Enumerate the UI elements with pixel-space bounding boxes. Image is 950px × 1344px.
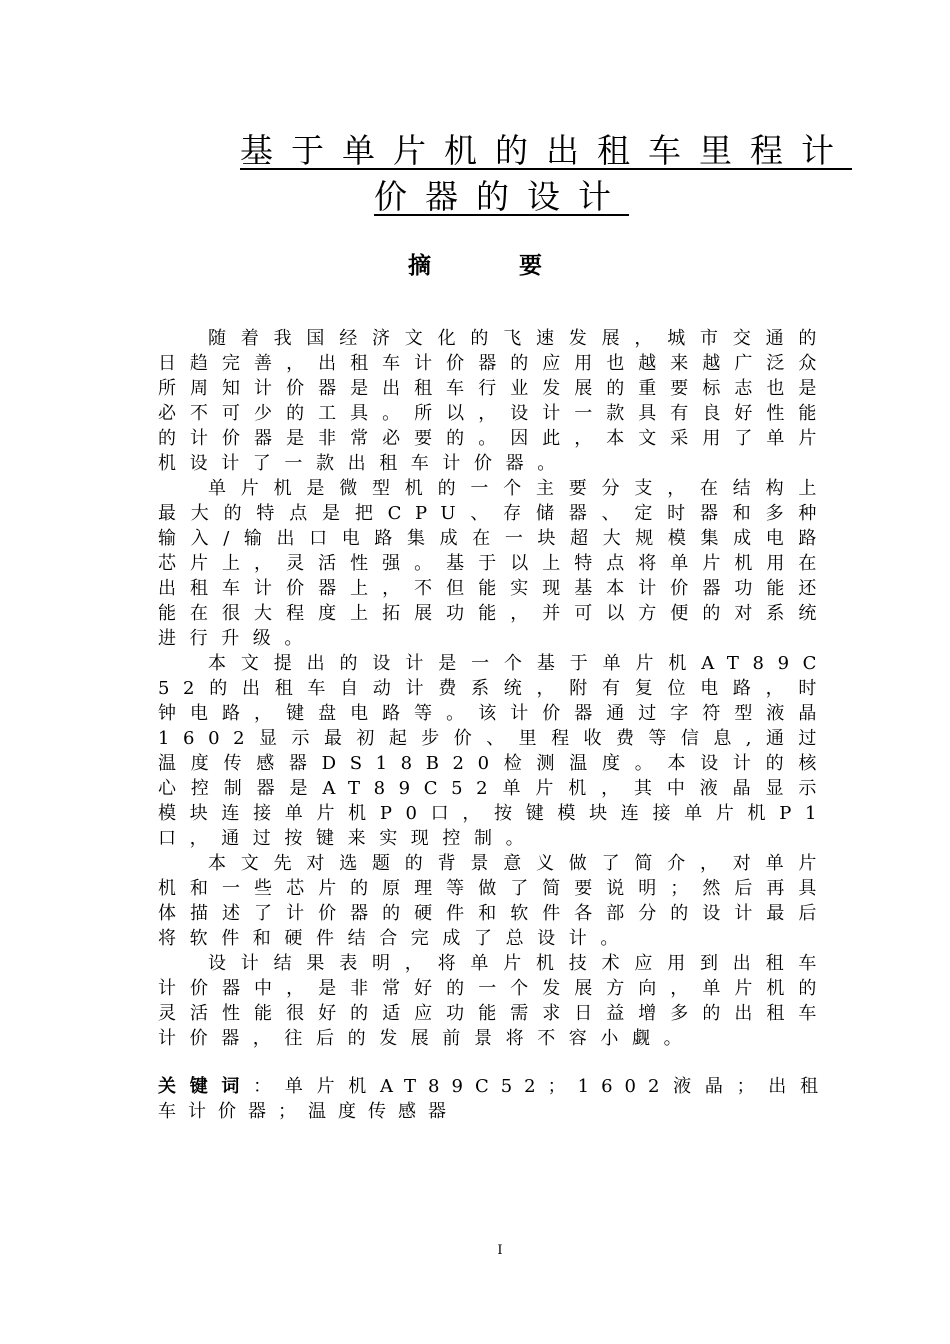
abstract-paragraph-3: 本文提出的设计是一个基于单片机AT89C52的出租车自动计费系统，附有复位电路，时钟电路，键盘电路等。该计价器通过字符型液晶1602显示最初起步价、里程收费等信息,通过温度传感器DS18B20检测温度。本设计的核心控制器是AT89C52单片机，其中液晶显示模块连接单片机P0口，按键模块连接单片机P1口，通过按键来实现控制。 — [158, 653, 830, 849]
keywords-text: 单片机AT89C52；1602液晶；出租车计价器；温度传感器 — [158, 1076, 831, 1122]
title-line-2: 价器的设计 — [374, 177, 629, 216]
abstract-heading: 摘 要 — [407, 253, 582, 279]
abstract-body — [158, 326, 830, 1051]
paper-title — [240, 128, 852, 220]
keywords-line — [158, 1074, 830, 1124]
page-number: I — [497, 1243, 503, 1258]
keywords-separator: ： — [253, 1076, 285, 1097]
abstract-paragraph-1: 随着我国经济文化的飞速发展，城市交通的日趋完善，出租车计价器的应用也越来越广泛众所周知计价器是出租车行业发展的重要标志也是必不可少的工具。所以，设计一款具有良好性能的计价器是非常必要的。因此，本文采用了单片机设计了一款出租车计价器。 — [158, 328, 830, 474]
abstract-paragraph-4: 本文先对选题的背景意义做了简介，对单片机和一些芯片的原理等做了简要说明；然后再具体描述了计价器的硬件和软件各部分的设计最后将软件和硬件结合完成了总设计。 — [158, 853, 830, 949]
abstract-paragraph-5: 设计结果表明，将单片机技术应用到出租车计价器中，是非常好的一个发展方向，单片机的灵活性能很好的适应功能需求日益增多的出租车计价器，往后的发展前景将不容小觑。 — [158, 953, 830, 1049]
title-line-1: 基于单片机的出租车里程计 — [240, 131, 852, 170]
abstract-paragraph-2: 单片机是微型机的一个主要分支，在结构上最大的特点是把CPU、存储器、定时器和多种输入/输出口电路集成在一块超大规模集成电路芯片上，灵活性强。基于以上特点将单片机用在出租车计价器上，不但能实现基本计价器功能还能在很大程度上拓展功能，并可以方便的对系统进行升级。 — [158, 478, 830, 649]
keywords-label: 关键词 — [158, 1076, 254, 1097]
